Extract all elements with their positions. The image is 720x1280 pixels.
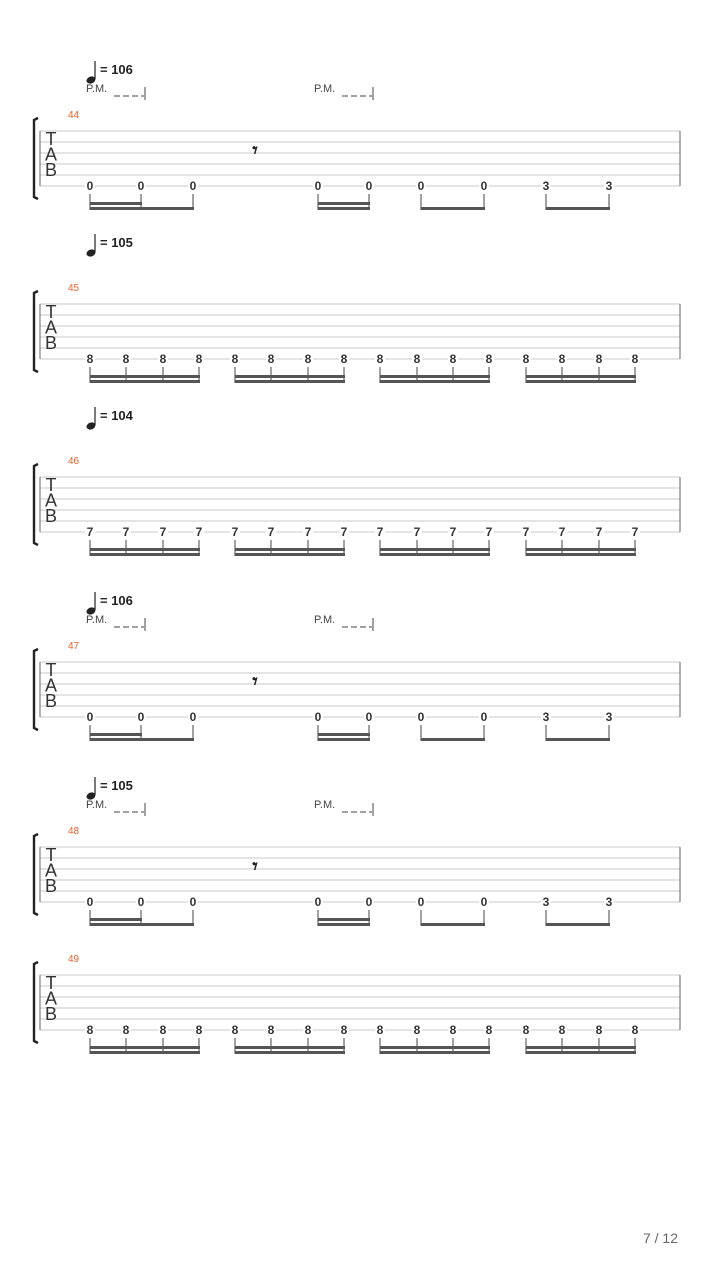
tab-clef-letter: T bbox=[45, 475, 57, 495]
fret-number: 0 bbox=[480, 179, 488, 193]
beam bbox=[318, 923, 370, 926]
fret-number: 3 bbox=[605, 179, 613, 193]
fret-number: 0 bbox=[137, 710, 145, 724]
beam bbox=[318, 733, 370, 736]
fret-number: 8 bbox=[376, 352, 384, 366]
beam bbox=[318, 202, 370, 205]
fret-number: 7 bbox=[122, 525, 130, 539]
fret-number: 8 bbox=[522, 1023, 530, 1037]
tab-clef-letter: T bbox=[45, 973, 57, 993]
fret-number: 7 bbox=[522, 525, 530, 539]
tab-clef-letter: A bbox=[44, 144, 58, 165]
beam bbox=[235, 553, 345, 556]
beam bbox=[526, 380, 636, 383]
beam bbox=[546, 738, 610, 741]
tempo-value: = 106 bbox=[100, 62, 133, 77]
fret-number: 8 bbox=[558, 1023, 566, 1037]
tab-clef-letter: T bbox=[45, 845, 57, 865]
fret-number: 3 bbox=[605, 710, 613, 724]
fret-number: 0 bbox=[86, 179, 94, 193]
fret-number: 8 bbox=[340, 1023, 348, 1037]
beam bbox=[235, 1051, 345, 1054]
beam bbox=[90, 202, 142, 205]
fret-number: 0 bbox=[365, 710, 373, 724]
fret-number: 0 bbox=[86, 895, 94, 909]
fret-number: 0 bbox=[189, 710, 197, 724]
beam bbox=[526, 553, 636, 556]
fret-number: 7 bbox=[86, 525, 94, 539]
fret-number: 0 bbox=[480, 895, 488, 909]
fret-number: 7 bbox=[595, 525, 603, 539]
fret-number: 8 bbox=[631, 352, 639, 366]
beam bbox=[380, 1046, 490, 1049]
fret-number: 8 bbox=[122, 352, 130, 366]
fret-number: 8 bbox=[413, 1023, 421, 1037]
tab-clef-letter: T bbox=[45, 302, 57, 322]
fret-number: 0 bbox=[189, 895, 197, 909]
fret-number: 8 bbox=[304, 1023, 312, 1037]
tab-system bbox=[34, 61, 680, 210]
tab-clef-letter: B bbox=[44, 876, 58, 896]
fret-number: 0 bbox=[365, 179, 373, 193]
fret-number: 0 bbox=[314, 710, 322, 724]
eighth-rest-icon: 𝄾 bbox=[252, 140, 258, 162]
staff-bracket bbox=[34, 834, 38, 915]
tab-clef-letter: A bbox=[44, 860, 58, 881]
fret-number: 8 bbox=[304, 352, 312, 366]
beam bbox=[380, 375, 490, 378]
beam bbox=[526, 548, 636, 551]
tab-clef-letter: A bbox=[44, 490, 58, 511]
tab-system bbox=[34, 592, 680, 741]
fret-number: 8 bbox=[159, 352, 167, 366]
palm-mute-label: P.M. bbox=[314, 799, 336, 811]
palm-mute-label: P.M. bbox=[86, 614, 108, 626]
fret-number: 8 bbox=[413, 352, 421, 366]
beam bbox=[421, 923, 485, 926]
fret-number: 8 bbox=[231, 352, 239, 366]
fret-number: 0 bbox=[314, 895, 322, 909]
beam bbox=[235, 380, 345, 383]
tempo-value: = 105 bbox=[100, 778, 133, 793]
measure-number: 47 bbox=[68, 641, 80, 652]
fret-number: 8 bbox=[122, 1023, 130, 1037]
tempo-value: = 105 bbox=[100, 235, 133, 250]
fret-number: 3 bbox=[542, 710, 550, 724]
palm-mute-label: P.M. bbox=[314, 83, 336, 95]
tab-system bbox=[34, 407, 680, 556]
measure-number: 48 bbox=[68, 826, 80, 837]
fret-number: 7 bbox=[449, 525, 457, 539]
fret-number: 7 bbox=[304, 525, 312, 539]
fret-number: 0 bbox=[417, 895, 425, 909]
fret-number: 8 bbox=[449, 352, 457, 366]
fret-number: 7 bbox=[267, 525, 275, 539]
tab-clef-letter: B bbox=[44, 691, 58, 711]
page-number: 7 / 12 bbox=[642, 1230, 678, 1246]
fret-number: 7 bbox=[231, 525, 239, 539]
measure-number: 49 bbox=[68, 954, 80, 965]
fret-number: 0 bbox=[417, 179, 425, 193]
tab-clef-letter: T bbox=[45, 660, 57, 680]
palm-mute-label: P.M. bbox=[86, 799, 108, 811]
beam bbox=[90, 923, 194, 926]
beam bbox=[546, 923, 610, 926]
beam bbox=[235, 375, 345, 378]
fret-number: 8 bbox=[485, 352, 493, 366]
beam bbox=[235, 1046, 345, 1049]
tab-system bbox=[34, 954, 680, 1054]
beam bbox=[380, 1051, 490, 1054]
fret-number: 7 bbox=[485, 525, 493, 539]
tab-clef-letter: B bbox=[44, 1004, 58, 1024]
fret-number: 8 bbox=[195, 1023, 203, 1037]
beam bbox=[526, 1051, 636, 1054]
beam bbox=[546, 207, 610, 210]
tab-clef-letter: B bbox=[44, 333, 58, 353]
staff-bracket bbox=[34, 962, 38, 1043]
beam bbox=[318, 207, 370, 210]
beam bbox=[90, 375, 200, 378]
fret-number: 0 bbox=[314, 179, 322, 193]
fret-number: 8 bbox=[86, 352, 94, 366]
tab-system bbox=[34, 777, 680, 926]
beam bbox=[90, 733, 142, 736]
fret-number: 8 bbox=[485, 1023, 493, 1037]
fret-number: 7 bbox=[159, 525, 167, 539]
fret-number: 3 bbox=[542, 895, 550, 909]
beam bbox=[421, 207, 485, 210]
fret-number: 8 bbox=[595, 1023, 603, 1037]
beam bbox=[526, 1046, 636, 1049]
fret-number: 0 bbox=[365, 895, 373, 909]
beam bbox=[380, 380, 490, 383]
fret-number: 8 bbox=[449, 1023, 457, 1037]
beam bbox=[90, 380, 200, 383]
beam bbox=[90, 1046, 200, 1049]
fret-number: 0 bbox=[86, 710, 94, 724]
beam bbox=[90, 1051, 200, 1054]
beam bbox=[235, 548, 345, 551]
staff-bracket bbox=[34, 118, 38, 199]
beam bbox=[90, 207, 194, 210]
palm-mute-label: P.M. bbox=[86, 83, 108, 95]
eighth-rest-icon: 𝄾 bbox=[252, 671, 258, 693]
beam bbox=[318, 918, 370, 921]
fret-number: 0 bbox=[480, 710, 488, 724]
fret-number: 8 bbox=[86, 1023, 94, 1037]
fret-number: 7 bbox=[340, 525, 348, 539]
fret-number: 8 bbox=[340, 352, 348, 366]
tab-clef-letter: A bbox=[44, 675, 58, 696]
staff-bracket bbox=[34, 464, 38, 545]
tab-clef-letter: A bbox=[44, 317, 58, 338]
tempo-value: = 104 bbox=[100, 408, 133, 423]
measure-number: 45 bbox=[68, 283, 80, 294]
fret-number: 7 bbox=[195, 525, 203, 539]
measure-number: 46 bbox=[68, 456, 80, 467]
fret-number: 8 bbox=[267, 1023, 275, 1037]
fret-number: 8 bbox=[267, 352, 275, 366]
beam bbox=[380, 553, 490, 556]
tab-clef-letter: T bbox=[45, 129, 57, 149]
fret-number: 8 bbox=[195, 352, 203, 366]
beam bbox=[90, 918, 142, 921]
beam bbox=[90, 553, 200, 556]
palm-mute-label: P.M. bbox=[314, 614, 336, 626]
fret-number: 8 bbox=[522, 352, 530, 366]
fret-number: 8 bbox=[376, 1023, 384, 1037]
tab-clef-letter: B bbox=[44, 506, 58, 526]
measure-number: 44 bbox=[68, 110, 80, 121]
fret-number: 8 bbox=[595, 352, 603, 366]
tab-clef-letter: A bbox=[44, 988, 58, 1009]
fret-number: 8 bbox=[558, 352, 566, 366]
fret-number: 7 bbox=[413, 525, 421, 539]
beam bbox=[90, 548, 200, 551]
eighth-rest-icon: 𝄾 bbox=[252, 856, 258, 878]
beam bbox=[526, 375, 636, 378]
fret-number: 0 bbox=[137, 179, 145, 193]
staff-bracket bbox=[34, 291, 38, 372]
fret-number: 3 bbox=[542, 179, 550, 193]
beam bbox=[90, 738, 194, 741]
fret-number: 0 bbox=[417, 710, 425, 724]
fret-number: 8 bbox=[631, 1023, 639, 1037]
beam bbox=[318, 738, 370, 741]
fret-number: 7 bbox=[558, 525, 566, 539]
fret-number: 0 bbox=[189, 179, 197, 193]
tab-clef-letter: B bbox=[44, 160, 58, 180]
fret-number: 8 bbox=[159, 1023, 167, 1037]
fret-number: 8 bbox=[231, 1023, 239, 1037]
fret-number: 3 bbox=[605, 895, 613, 909]
fret-number: 7 bbox=[376, 525, 384, 539]
beam bbox=[421, 738, 485, 741]
tab-system bbox=[34, 234, 680, 383]
fret-number: 7 bbox=[631, 525, 639, 539]
staff-bracket bbox=[34, 649, 38, 730]
fret-number: 0 bbox=[137, 895, 145, 909]
beam bbox=[380, 548, 490, 551]
tempo-value: = 106 bbox=[100, 593, 133, 608]
